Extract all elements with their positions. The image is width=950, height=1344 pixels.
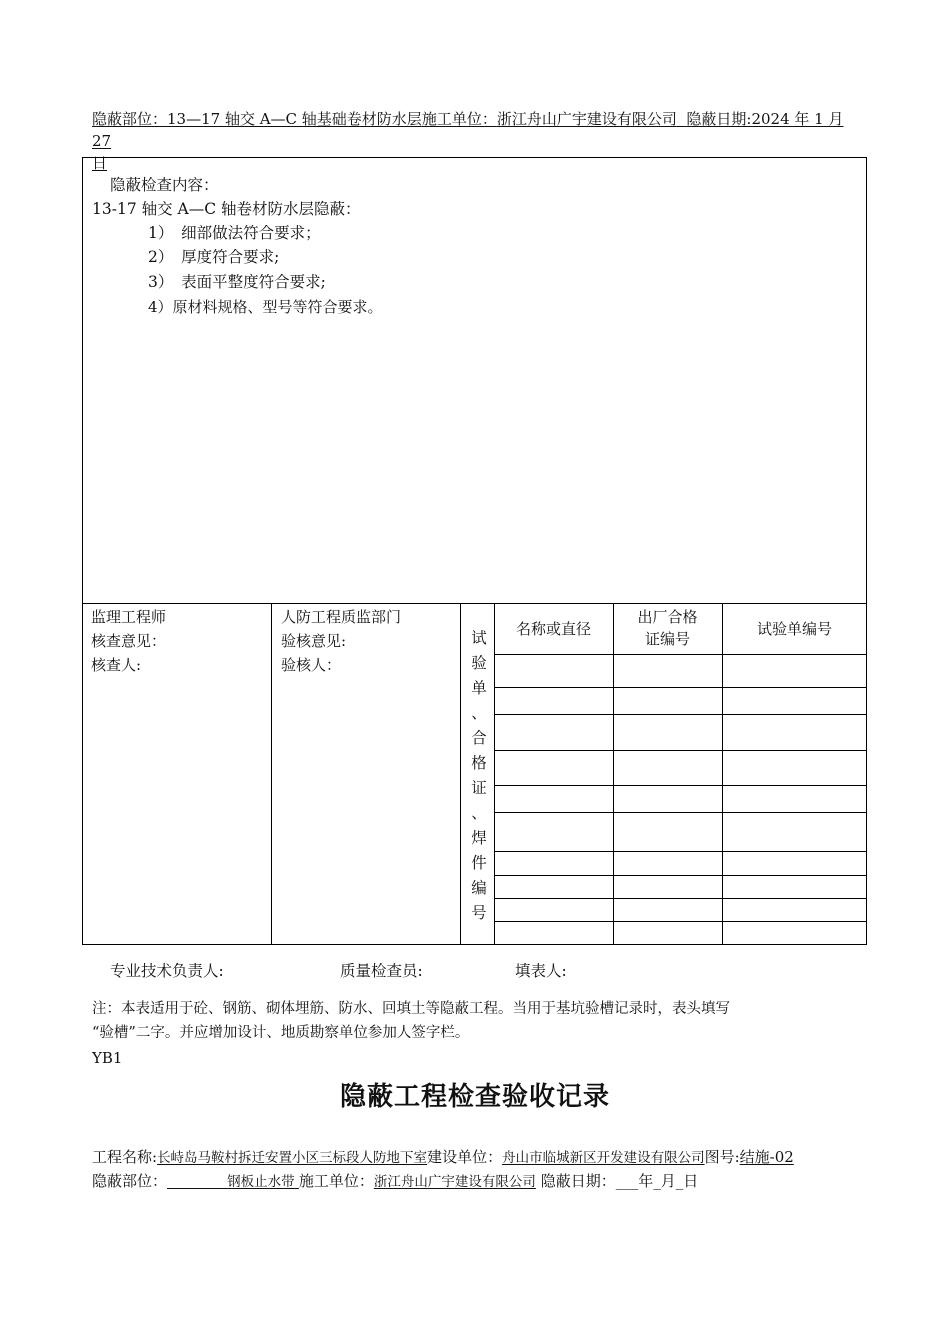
sig-filler: 填表人: xyxy=(515,962,567,980)
row-divider xyxy=(494,851,867,852)
builder-value: 浙江舟山广宇建设有限公司 xyxy=(373,1174,536,1190)
owner-label: 建设单位： xyxy=(427,1148,503,1166)
form-code: YB1 xyxy=(92,1049,123,1067)
sig-qc: 质量检查员: xyxy=(340,962,423,980)
col-divider xyxy=(271,603,272,945)
header-cert-line1: 出厂合格 xyxy=(637,608,698,626)
content-item: 2） 厚度符合要求; xyxy=(148,248,280,266)
row-divider xyxy=(494,785,867,786)
row-divider xyxy=(494,875,867,876)
row-divider xyxy=(494,812,867,813)
drawing-value: 结施-02 xyxy=(739,1148,794,1166)
row-divider xyxy=(494,898,867,899)
content-subject: 13-17 轴交 A—C 轴卷材防水层隐蔽： xyxy=(92,200,361,218)
header-name-diameter: 名称或直径 xyxy=(515,620,591,638)
vertical-char: 、 xyxy=(471,704,487,722)
vertical-char: 验 xyxy=(471,654,487,672)
builder-label: 施工单位： xyxy=(298,1172,374,1190)
content-item: 4）原材料规格、型号等符合要求。 xyxy=(148,298,383,316)
top-header-date-day: 日 xyxy=(92,154,108,172)
drawing-label: 图号: xyxy=(704,1148,740,1166)
date-value: ___年_月_日 xyxy=(615,1172,699,1190)
project-label: 工程名称: xyxy=(92,1148,158,1166)
date-label: 隐蔽日期： xyxy=(540,1172,616,1190)
project-value: 长峙岛马鞍村拆迁安置小区三标段人防地下室 xyxy=(157,1150,428,1166)
part-label: 隐蔽部位： xyxy=(92,1172,168,1190)
owner-value: 舟山市临城新区开发建设有限公司 xyxy=(502,1150,705,1166)
supervisor-title: 监理工程师 xyxy=(91,608,167,626)
inspection-content xyxy=(110,173,219,197)
row-divider xyxy=(494,750,867,751)
note-line1: 注：本表适用于砼、钢筋、砌体埋筋、防水、回填土等隐蔽工程。当用于基坑验槽记录时，表头填写 xyxy=(92,1001,730,1017)
vertical-char: 件 xyxy=(471,854,487,872)
header-cert-line2: 证编号 xyxy=(644,630,690,648)
supervisor-signer-label: 核查人: xyxy=(91,656,142,674)
content-title: 隐蔽检查内容： xyxy=(110,176,219,194)
vertical-char: 、 xyxy=(471,804,487,822)
supervisor-opinion-label: 核查意见： xyxy=(91,632,167,650)
bottom-header-line1 xyxy=(92,1146,794,1169)
form-title: 隐蔽工程检查验收记录 xyxy=(339,1082,610,1112)
vertical-label xyxy=(462,626,496,926)
section-divider xyxy=(82,603,867,604)
sig-tech-lead: 专业技术负责人: xyxy=(110,962,224,980)
civil-defense-opinion-label: 验核意见: xyxy=(281,632,347,650)
part-value: 钢板止水带 xyxy=(227,1174,295,1190)
civil-defense-block xyxy=(281,605,401,677)
content-item: 1） 细部做法符合要求； xyxy=(148,224,321,242)
note xyxy=(92,997,867,1045)
header-cert-number xyxy=(613,606,722,650)
note-line2: “验槽”二字。并应增加设计、地质勘察单位参加人签字栏。 xyxy=(92,1025,470,1041)
supervisor-block xyxy=(91,605,166,677)
vertical-char: 试 xyxy=(471,629,487,647)
vertical-char: 合 xyxy=(471,729,487,747)
top-header-line: 隐蔽部位：13—17 轴交 A—C 轴基础卷材防水层施工单位：浙江舟山广宇建设有限公司 隐蔽日期:2024 年 1 月 27 xyxy=(92,110,844,150)
vertical-char: 单 xyxy=(471,679,487,697)
part-value-wrap xyxy=(167,1174,299,1190)
row-divider xyxy=(494,714,867,715)
vertical-char: 焊 xyxy=(471,829,487,847)
civil-defense-title: 人防工程质监部门 xyxy=(281,608,402,626)
vertical-char: 证 xyxy=(471,779,487,797)
content-item: 3） 表面平整度符合要求; xyxy=(148,273,326,291)
vertical-char: 号 xyxy=(471,904,487,922)
header-test-number: 试验单编号 xyxy=(756,620,832,638)
vertical-char: 格 xyxy=(471,754,487,772)
bottom-header-line2 xyxy=(92,1170,698,1193)
row-divider xyxy=(494,921,867,922)
vertical-char: 编 xyxy=(471,879,487,897)
civil-defense-signer-label: 验核人： xyxy=(281,656,342,674)
row-divider xyxy=(494,654,867,655)
row-divider xyxy=(494,687,867,688)
col-divider xyxy=(460,603,461,945)
